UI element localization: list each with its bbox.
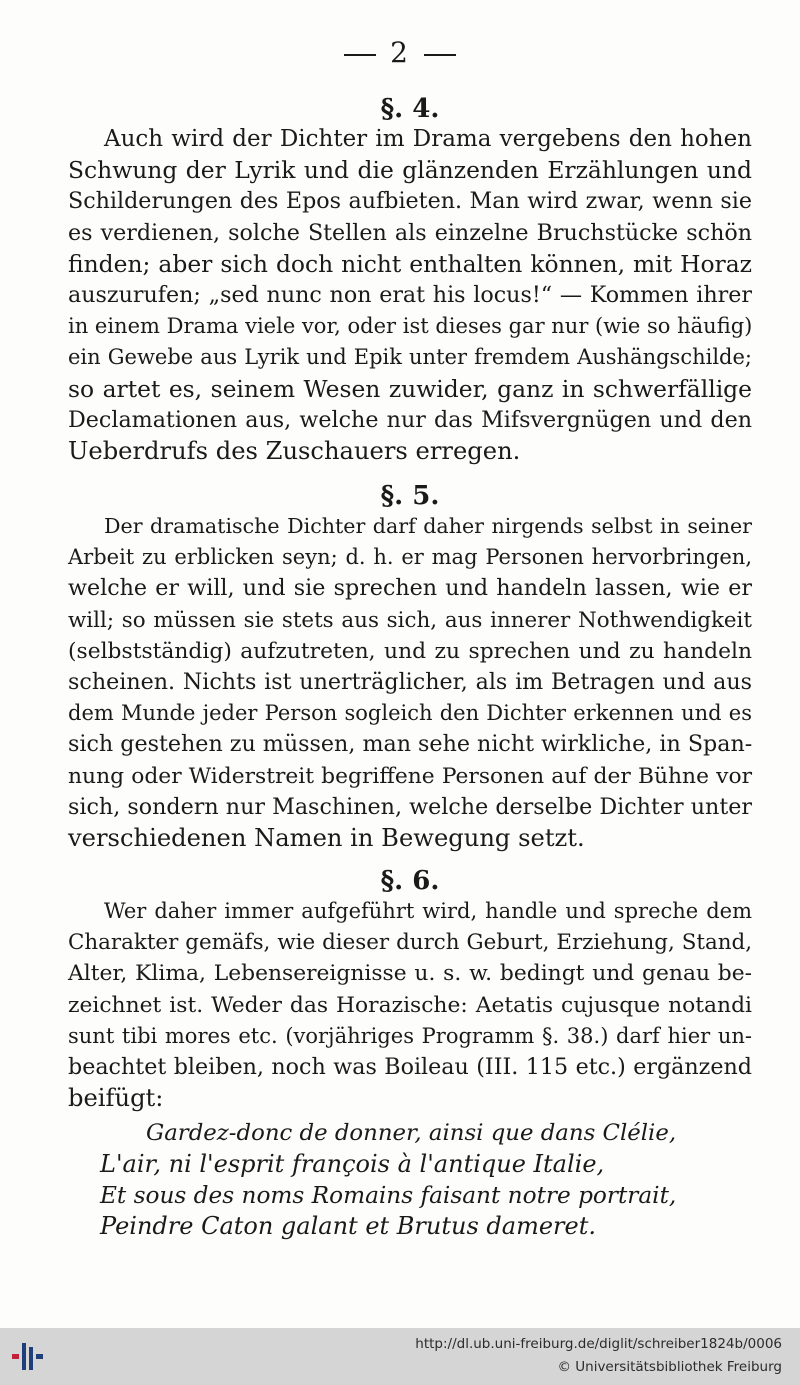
text-line: Schwung der Lyrik und die glänzenden Erzählungen und xyxy=(68,156,752,185)
viewer-footer xyxy=(0,1328,800,1385)
verse-line: Peindre Caton galant et Brutus dameret. xyxy=(100,1212,596,1240)
header-dash-right xyxy=(424,54,456,56)
text-line: welche er will, und sie sprechen und handeln lassen, wie er xyxy=(68,575,752,602)
text-line: sunt tibi mores etc. (vorjähriges Programm §. 38.) darf hier un- xyxy=(68,1023,752,1048)
text-line: Declamationen aus, welche nur das Mifsvergnügen und den xyxy=(68,406,752,433)
text-line: Arbeit zu erblicken seyn; d. h. er mag Personen hervorbringen, xyxy=(68,545,752,570)
text-line: Wer daher immer aufgeführt wird, handle und spreche dem xyxy=(104,899,752,923)
text-line: Auch wird der Dichter im Drama vergebens den hohen xyxy=(104,126,752,152)
text-line: (selbstständig) aufzutreten, und zu sprechen und zu handeln xyxy=(68,638,752,664)
page-number-header xyxy=(0,36,800,69)
text-line: nung oder Widerstreit begriffene Personen auf der Bühne vor xyxy=(68,763,752,789)
section-5 xyxy=(68,481,752,854)
library-logo-icon xyxy=(10,1339,46,1375)
text-line: Schilderungen des Epos aufbieten. Man wird zwar, wenn sie xyxy=(68,188,752,215)
text-line: Ueberdrufs des Zuschauers erregen. xyxy=(68,436,521,465)
text-line: Charakter gemäfs, wie dieser durch Geburt, Erziehung, Stand, xyxy=(68,930,752,956)
text-line: so artet es, seinem Wesen zuwider, ganz in schwerfällige xyxy=(68,374,752,403)
text-line: in einem Drama viele vor, oder ist dieses gar nur (wie so häufig) xyxy=(68,314,753,339)
copyright-text: © Universitätsbibliothek Freiburg xyxy=(557,1359,782,1375)
page-number: 2 xyxy=(390,36,410,69)
text-line: auszurufen; „sed nunc non erat his locus!“ — Kommen ihrer xyxy=(68,281,752,308)
boileau-quotation xyxy=(100,1118,680,1242)
source-url-link[interactable]: http://dl.ub.uni-freiburg.de/diglit/schreiber1824b/0006 xyxy=(415,1336,782,1352)
text-line: beachtet bleiben, noch was Boileau (III. 115 etc.) ergänzend xyxy=(68,1053,752,1080)
section-4 xyxy=(68,94,752,467)
text-line: dem Munde jeder Person sogleich den Dichter erkennen und es xyxy=(68,701,752,726)
section-heading: §. 4. xyxy=(380,94,440,124)
section-heading: §. 6. xyxy=(380,866,440,896)
section-6 xyxy=(68,866,752,1114)
text-line: sich gestehen zu müssen, man sehe nicht wirkliche, in Span- xyxy=(68,731,753,758)
text-line: sich, sondern nur Maschinen, welche derselbe Dichter unter xyxy=(68,793,752,820)
text-line: ein Gewebe aus Lyrik und Epik unter fremdem Aushängschilde; xyxy=(68,345,752,370)
text-line: finden; aber sich doch nicht enthalten können, mit Horaz xyxy=(68,249,752,278)
header-dash-left xyxy=(344,54,376,56)
section-heading: §. 5. xyxy=(380,481,440,511)
text-line: beifügt: xyxy=(68,1084,164,1113)
text-line: will; so müssen sie stets aus sich, aus innerer Nothwendigkeit xyxy=(68,607,752,633)
verse-line: L'air, ni l'esprit françois à l'antique Italie, xyxy=(100,1150,605,1178)
text-line: scheinen. Nichts ist unerträglicher, als im Betragen und aus xyxy=(68,668,752,695)
text-line: Alter, Klima, Lebensereignisse u. s. w. bedingt und genau be- xyxy=(68,961,752,987)
text-line: zeichnet ist. Weder das Horazische: Aetatis cujusque notandi xyxy=(68,992,752,1018)
text-line: Der dramatische Dichter darf daher nirgends selbst in seiner xyxy=(104,514,752,538)
verse-line: Gardez-donc de donner, ainsi que dans Clélie, xyxy=(146,1120,677,1146)
verse-line: Et sous des noms Romains faisant notre portrait, xyxy=(100,1182,677,1209)
text-line: es verdienen, solche Stellen als einzelne Bruchstücke schön xyxy=(68,219,752,246)
text-line: verschiedenen Namen in Bewegung setzt. xyxy=(68,823,585,852)
